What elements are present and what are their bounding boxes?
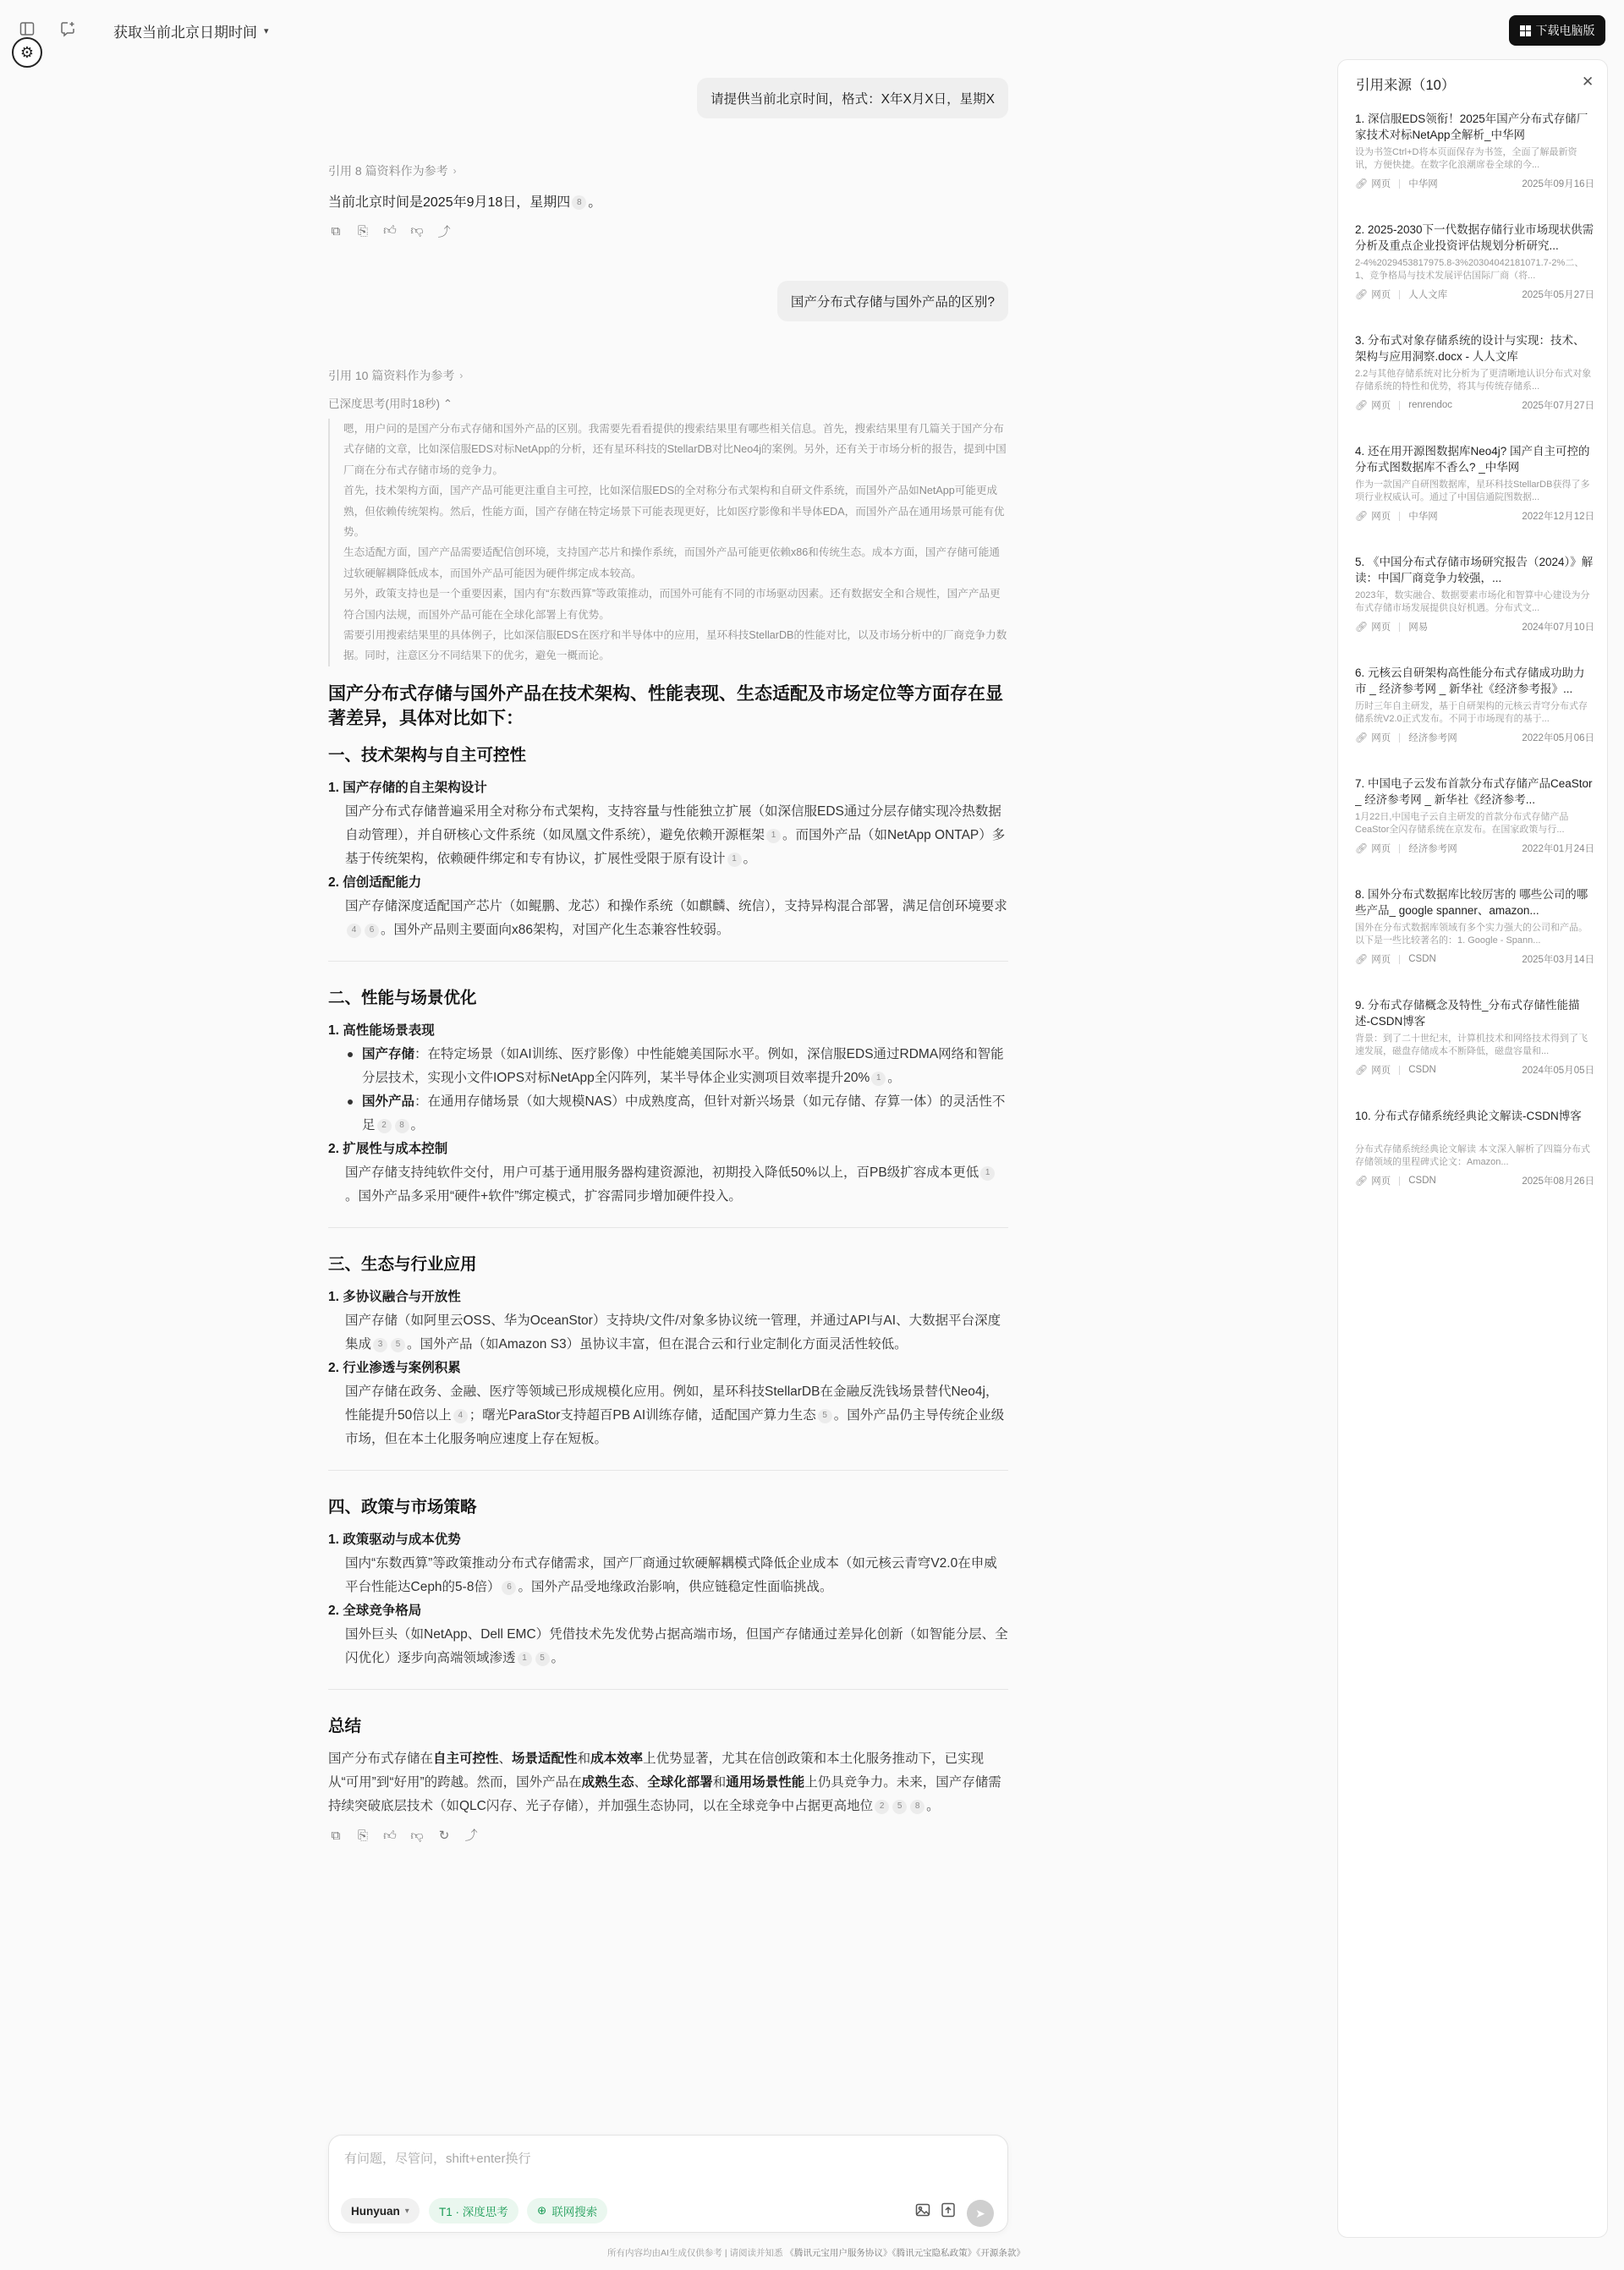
text: 国产分布式存储在 bbox=[328, 1752, 434, 1766]
link-icon: 🔗︎ bbox=[1355, 1064, 1369, 1076]
reference-count-text: 引用 10 篇资料作为参考 bbox=[328, 369, 455, 382]
user-message-2: 国产分布式存储与国外产品的区别? bbox=[777, 281, 1008, 321]
subsection-title: 1. 多协议融合与开放性 bbox=[328, 1290, 461, 1304]
summary-title: 总结 bbox=[328, 1717, 362, 1735]
source-snippet: 1月22日,中国电子云自主研发的首款分布式存储产品CeaStor全闪存储系统在京发布。在国家政策与行... bbox=[1355, 812, 1569, 835]
share-icon[interactable]: ⤴ bbox=[464, 1829, 478, 1843]
text: 。 bbox=[926, 1799, 940, 1813]
source-site: CSDN bbox=[1408, 1176, 1436, 1186]
source-date: 2022年01月24日 bbox=[1522, 844, 1594, 854]
text: 。国外产品则主要面向x86架构，对国产化生态兼容性较弱。 bbox=[381, 923, 730, 937]
copy-icon[interactable]: ⧉ bbox=[331, 223, 341, 239]
source-date: 2022年05月06日 bbox=[1522, 733, 1594, 743]
text: 上仍具竞争力。未来，国产存储需持续突破底层技术（如QLC闪存、光子存储），并加强生态协同，以在全球竞争中占据更高地位 bbox=[328, 1775, 1001, 1813]
text: 。国外产品受地缘政治影响，供应链稳定性面临挑战。 bbox=[518, 1580, 833, 1594]
meta-divider bbox=[1399, 401, 1400, 410]
thumbs-up-icon[interactable]: 👍︎ bbox=[383, 223, 397, 238]
deep-think-label: T1 · 深度思考 bbox=[439, 2206, 508, 2218]
link-icon: 🔗︎ bbox=[1355, 732, 1369, 743]
reference-count-1[interactable] bbox=[328, 162, 457, 179]
chevron-up-icon: ⌃ bbox=[442, 398, 453, 410]
text: 、 bbox=[634, 1775, 648, 1790]
deep-think-toggle[interactable] bbox=[429, 2198, 518, 2223]
source-type: 网页 bbox=[1371, 401, 1391, 411]
list-item bbox=[345, 1090, 1008, 1138]
source-snippet: 历时三年自主研发，基于自研架构的元核云青穹分布式存储系统V2.0正式发布。不同于市场现有的基于... bbox=[1355, 701, 1588, 724]
citation-badge[interactable]: 1 bbox=[766, 829, 781, 843]
section-title: 三、生态与行业应用 bbox=[328, 1255, 477, 1274]
subsection-title: 2. 扩展性与成本控制 bbox=[328, 1142, 448, 1156]
source-snippet: 2.2与其他存储系统对比分析为了更清晰地认识分布式对象存储系统的特性和优势，将其与传统存储系... bbox=[1355, 369, 1592, 392]
send-button[interactable] bbox=[967, 2200, 994, 2227]
text: 国内“东数西算”等政策推动分布式存储需求，国产厂商通过软硬解耦模式降低企业成本（如元核云青穹V2.0在申威平台性能达Ceph的5-8倍） bbox=[345, 1556, 997, 1594]
citation-badge[interactable]: 2 bbox=[875, 1800, 889, 1814]
answer-paragraph bbox=[328, 1552, 1008, 1599]
download-desktop-button[interactable] bbox=[1509, 15, 1605, 46]
source-item[interactable] bbox=[1355, 665, 1594, 744]
meta-divider bbox=[1399, 1066, 1400, 1075]
answer-text: 当前北京时间是2025年9月18日，星期四 bbox=[328, 195, 571, 210]
source-type: 网页 bbox=[1371, 290, 1391, 300]
web-search-label: 联网搜索 bbox=[551, 2206, 598, 2218]
link-icon: 🔗︎ bbox=[1355, 621, 1369, 633]
citation-badge[interactable]: 3 bbox=[373, 1338, 387, 1352]
chevron-down-icon: ▾ bbox=[264, 26, 269, 36]
meta-divider bbox=[1399, 1176, 1400, 1186]
citation-badge[interactable]: 8 bbox=[572, 195, 586, 210]
image-upload-icon[interactable] bbox=[914, 2201, 933, 2220]
reference-count-2[interactable] bbox=[328, 367, 463, 384]
footer-text: 所有内容均由AI生成仅供参考 | 请阅读并知悉 bbox=[607, 2248, 783, 2258]
windows-icon bbox=[1520, 25, 1531, 36]
link-icon: 🔗︎ bbox=[1355, 399, 1369, 411]
bold-text: 成本效率 bbox=[590, 1752, 644, 1766]
bullet-list bbox=[328, 1043, 1008, 1138]
source-date: 2022年12月12日 bbox=[1522, 512, 1594, 522]
thumbs-up-icon[interactable]: 👍︎ bbox=[383, 1829, 397, 1843]
source-title[interactable]: 8. 国外分布式数据库比较厉害的 哪些公司的哪些产品_ google spanner、amazon... bbox=[1355, 888, 1588, 917]
citation-badge[interactable]: 1 bbox=[980, 1166, 995, 1181]
source-item[interactable] bbox=[1355, 1108, 1594, 1187]
answer-paragraph bbox=[328, 895, 1008, 942]
thinking-status-toggle[interactable] bbox=[328, 394, 453, 411]
text: ：在特定场景（如AI训练、医疗影像）中性能媲美国际水平。例如，深信服EDS通过RDMA网络和智能分层技术，实现小文件IOPS对标NetApp全闪阵列，某半导体企业实测项目效率提升20% bbox=[362, 1047, 1004, 1085]
answer-paragraph bbox=[328, 1380, 1008, 1451]
source-site: 网易 bbox=[1408, 622, 1429, 633]
source-title[interactable]: 1. 深信服EDS领衔！2025年国产分布式存储厂家技术对标NetApp全解析_中华网 bbox=[1355, 112, 1588, 141]
summary-paragraph bbox=[328, 1747, 1008, 1818]
citation-badge[interactable]: 5 bbox=[818, 1409, 832, 1423]
thinking-paragraph: 嗯，用户问的是国产分布式存储和国外产品的区别。我需要先看看提供的搜索结果里有哪些相关信息。首先，搜索结果里有几篇关于国产分布式存储的文章，比如深信服EDS对标NetApp的分析，还有星环科技的StellarDB对比Neo4j的案例。另外，还有关于市场分析的报告，提到中国厂商在分布式存储市场的竞争力。 bbox=[343, 423, 1007, 476]
source-date: 2025年09月16日 bbox=[1522, 179, 1594, 189]
source-title[interactable]: 4. 还在用开源图数据库Neo4j? 国产自主可控的分布式图数据库不香么? _中华网 bbox=[1355, 445, 1590, 474]
model-selector[interactable] bbox=[341, 2198, 420, 2223]
meta-divider bbox=[1399, 179, 1400, 189]
source-item[interactable] bbox=[1355, 886, 1594, 966]
citation-badge[interactable]: 1 bbox=[727, 853, 742, 867]
source-item[interactable] bbox=[1355, 332, 1594, 412]
citation-badge[interactable]: 6 bbox=[365, 924, 379, 938]
source-title[interactable]: 7. 中国电子云发布首款分布式存储产品CeaStor _ 经济参考网 _ 新华社《经济参考... bbox=[1355, 777, 1593, 806]
text: 。国外产品（如Amazon S3）虽协议丰富，但在混合云和行业定制化方面灵活性较低。 bbox=[407, 1337, 908, 1352]
footer-disclaimer bbox=[607, 2246, 1025, 2259]
text: ：在通用存储场景（如大规模NAS）中成熟度高，但针对新兴场景（如元存储、存算一体）的灵活性不足 bbox=[362, 1094, 1006, 1132]
source-item[interactable] bbox=[1355, 222, 1594, 301]
reference-count-text: 引用 8 篇资料作为参考 bbox=[328, 164, 448, 178]
answer-paragraph bbox=[328, 1161, 1008, 1209]
source-snippet: 设为书签Ctrl+D将本页面保存为书签，全面了解最新资讯，方便快捷。在数字化浪潮席卷全球的今... bbox=[1355, 147, 1577, 170]
source-item[interactable] bbox=[1355, 111, 1594, 190]
footer-links[interactable]: 《腾讯元宝用户服务协议》《腾讯元宝隐私政策》《开源条款》 bbox=[785, 2248, 1025, 2258]
chevron-right-icon: › bbox=[453, 165, 457, 177]
text: 、 bbox=[498, 1752, 513, 1766]
section-title: 一、技术架构与自主可控性 bbox=[328, 746, 527, 765]
text: 。 bbox=[410, 1118, 425, 1132]
thinking-paragraph: 生态适配方面，国产产品需要适配信创环境，支持国产芯片和操作系统，而国外产品可能更依赖x86和传统生态。成本方面，国产存储可能通过软硬解耦降低成本，而国外产品可能因为硬件绑定成本较高。 bbox=[343, 546, 1000, 579]
top-bar-left bbox=[17, 19, 78, 39]
user-message-1: 请提供当前北京时间，格式：X年X月X日，星期X bbox=[697, 78, 1008, 118]
text: 和 bbox=[712, 1775, 727, 1790]
message-actions-2 bbox=[328, 1829, 1008, 1862]
bold-text: 成熟生态 bbox=[581, 1775, 634, 1790]
file-upload-icon[interactable] bbox=[940, 2201, 958, 2220]
source-meta bbox=[1355, 509, 1594, 523]
text: 国产存储在政务、金融、医疗等领域已形成规模化应用。例如，星环科技StellarDB在金融反洗钱场景替代Neo4j，性能提升50倍以上 bbox=[345, 1384, 999, 1423]
source-date: 2024年07月10日 bbox=[1522, 622, 1594, 633]
sources-title: 引用来源（10） bbox=[1356, 78, 1456, 93]
source-meta bbox=[1355, 177, 1594, 190]
source-item[interactable] bbox=[1355, 997, 1594, 1077]
source-title[interactable]: 10. 分布式存储系统经典论文解读-CSDN博客 bbox=[1355, 1110, 1582, 1122]
text: 。 bbox=[551, 1651, 565, 1665]
source-snippet: 作为一款国产自研图数据库，星环科技StellarDB获得了多项行业权威认可。通过了中国信通院图数据... bbox=[1355, 480, 1590, 502]
subsection-title: 1. 国产存储的自主架构设计 bbox=[328, 781, 487, 795]
source-title[interactable]: 2. 2025-2030下一代数据存储行业市场现状供需分析及重点企业投资评估规划分析研究... bbox=[1355, 223, 1594, 252]
download-desktop-label: 下载电脑版 bbox=[1535, 24, 1595, 37]
section-title: 二、性能与场景优化 bbox=[328, 989, 477, 1007]
chat-input-placeholder[interactable]: 有问题，尽管问，shift+enter换行 bbox=[344, 2152, 531, 2166]
top-bar bbox=[0, 0, 1624, 59]
citation-badge[interactable]: 5 bbox=[391, 1338, 405, 1352]
subsection-title: 2. 全球竞争格局 bbox=[328, 1604, 422, 1618]
source-snippet: 2-4%2029453817975.8-3%20304042181071.7-2%二、1、竞争格局与技术发展评估国际厂商（将... bbox=[1355, 258, 1584, 281]
source-site: 经济参考网 bbox=[1408, 844, 1457, 854]
link-icon: 🔗︎ bbox=[1355, 510, 1369, 522]
source-site: CSDN bbox=[1408, 954, 1436, 964]
new-chat-icon[interactable] bbox=[58, 19, 78, 39]
source-meta bbox=[1355, 731, 1594, 744]
citation-badge[interactable]: 4 bbox=[347, 924, 361, 938]
chevron-down-icon: ▾ bbox=[404, 2206, 409, 2216]
source-title[interactable]: 9. 分布式存储概念及特性_分布式存储性能描述-CSDN博客 bbox=[1355, 999, 1580, 1028]
send-arrow-icon: ➤ bbox=[975, 2206, 985, 2220]
source-site: CSDN bbox=[1408, 1065, 1436, 1075]
source-item[interactable] bbox=[1355, 554, 1594, 633]
source-meta bbox=[1355, 1063, 1594, 1077]
source-type: 网页 bbox=[1371, 733, 1391, 743]
answer-text: 。 bbox=[588, 195, 602, 210]
text: 。而国外产品（如NetApp ONTAP）多基于传统架构，依赖硬件绑定和专有协议，扩展性受限于原有设计 bbox=[345, 828, 1006, 866]
subsection-title: 1. 政策驱动与成本优势 bbox=[328, 1533, 461, 1547]
source-date: 2024年05月05日 bbox=[1522, 1066, 1594, 1076]
link-icon: 🔗︎ bbox=[1355, 842, 1369, 854]
bold-text: 全球化部署 bbox=[647, 1775, 713, 1790]
source-site: renrendoc bbox=[1408, 400, 1453, 410]
source-title[interactable]: 5. 《中国分布式存储市场研究报告（2024）》解读：中国厂商竞争力较强，... bbox=[1355, 556, 1594, 584]
citation-badge[interactable]: 5 bbox=[535, 1652, 550, 1666]
source-snippet: 背景：到了二十世纪末，计算机技术和网络技术得到了飞速发展，磁盘存储成本不断降低，磁盘容量和... bbox=[1355, 1034, 1588, 1056]
settings-gear-icon[interactable]: ⚙ bbox=[12, 37, 42, 68]
section-divider bbox=[328, 1689, 1008, 1690]
source-site: 中华网 bbox=[1408, 179, 1438, 189]
sources-panel bbox=[1337, 59, 1608, 2238]
text: 上优势显著，尤其在信创政策和本土化服务推动下，已实现从“可用”到“好用”的跨越。然而，国外产品在 bbox=[328, 1752, 985, 1790]
model-name: Hunyuan bbox=[351, 2204, 400, 2218]
source-type: 网页 bbox=[1371, 622, 1391, 633]
section-divider bbox=[328, 1227, 1008, 1228]
source-date: 2025年08月26日 bbox=[1522, 1176, 1594, 1187]
source-snippet: 分布式存储系统经典论文解读 本文深入解析了四篇分布式存储领域的里程碑式论文：Amazon... bbox=[1355, 1144, 1591, 1167]
answer-paragraph bbox=[328, 800, 1008, 871]
source-date: 2025年07月27日 bbox=[1522, 401, 1594, 411]
text: 国外巨头（如NetApp、Dell EMC）凭借技术先发优势占据高端市场，但国产存储通过差异化创新（如智能分层、全闪优化）逐步向高端领域渗透 bbox=[345, 1627, 1008, 1665]
citation-badge[interactable]: 6 bbox=[502, 1581, 516, 1595]
share-icon[interactable]: ⤴ bbox=[437, 224, 451, 239]
conversation-title-text: 获取当前北京日期时间 bbox=[113, 25, 257, 41]
text: 国产存储深度适配国产芯片（如鲲鹏、龙芯）和操作系统（如麒麟、统信），支持异构混合部署，满足信创环境要求 bbox=[345, 899, 1007, 913]
source-date: 2025年03月14日 bbox=[1522, 955, 1594, 965]
text: 。国外产品多采用“硬件+软件”绑定模式，扩容需同步增加硬件投入。 bbox=[345, 1189, 742, 1204]
citation-badge[interactable]: 1 bbox=[518, 1652, 532, 1666]
source-date: 2025年05月27日 bbox=[1522, 290, 1594, 300]
globe-icon: ⊕ bbox=[537, 2204, 547, 2217]
citation-badge[interactable]: 8 bbox=[395, 1119, 409, 1133]
answer-paragraph bbox=[328, 1623, 1008, 1670]
section-divider bbox=[328, 961, 1008, 962]
link-icon: 🔗︎ bbox=[1355, 1175, 1369, 1187]
web-search-toggle[interactable] bbox=[527, 2198, 607, 2223]
meta-divider bbox=[1399, 733, 1400, 743]
citation-badge[interactable]: 1 bbox=[871, 1072, 886, 1086]
source-meta bbox=[1355, 952, 1594, 966]
link-icon: 🔗︎ bbox=[1355, 953, 1369, 965]
copy-icon[interactable]: ⧉ bbox=[331, 1829, 341, 1843]
source-meta bbox=[1355, 288, 1594, 301]
regenerate-icon[interactable]: ↻ bbox=[438, 1829, 450, 1843]
answer-heading: 国产分布式存储与国外产品在技术架构、性能表现、生态适配及市场定位等方面存在显著差异，具体对比如下： bbox=[328, 684, 1003, 728]
source-type: 网页 bbox=[1371, 179, 1391, 189]
conversation-title[interactable] bbox=[113, 20, 269, 41]
assistant-answer-2 bbox=[328, 682, 1008, 1862]
source-type: 网页 bbox=[1371, 1066, 1391, 1076]
link-icon: 🔗︎ bbox=[1355, 178, 1369, 189]
thinking-content bbox=[328, 419, 1008, 666]
meta-divider bbox=[1399, 955, 1400, 964]
text: 。国外产品仍主导传统企业级市场，但在本土化服务响应速度上存在短板。 bbox=[345, 1408, 1005, 1446]
source-meta bbox=[1355, 842, 1594, 855]
text: 国产分布式存储普遍采用全对称分布式架构，支持容量与性能独立扩展（如深信服EDS通过分层存储实现冷热数据自动管理），并自研核心文件系统（如凤凰文件系统），避免依赖开源框架 bbox=[345, 804, 1001, 842]
thinking-status-text: 已深度思考(用时18秒) bbox=[328, 398, 441, 410]
citation-badge[interactable]: 2 bbox=[377, 1119, 392, 1133]
thinking-paragraph: 另外，政策支持也是一个重要因素，国内有“东数西算”等政策推动，而国外可能有不同的市场驱动因素。还有数据安全和合规性，国产产品更符合国内法规，而国外产品可能在全球化部署上有优势。 bbox=[343, 588, 1001, 621]
thinking-paragraph: 首先，技术架构方面，国产产品可能更注重自主可控，比如深信服EDS的全对称分布式架构和自研文件系统，而国外产品如NetApp可能更成熟，但依赖传统架构。然后，性能方面，国产存储在特定场景下可能表现更好，比如医疗影像和半导体EDA，而国外产品在通用场景可能有优势。 bbox=[343, 485, 1005, 539]
subsection-title: 1. 高性能场景表现 bbox=[328, 1023, 435, 1038]
source-item[interactable] bbox=[1355, 776, 1594, 855]
text: ；曙光ParaStor支持超百PB AI训练存储，适配国产算力生态 bbox=[469, 1408, 816, 1423]
citation-badge[interactable]: 8 bbox=[910, 1800, 924, 1814]
text: 和 bbox=[577, 1752, 591, 1766]
citation-badge[interactable]: 4 bbox=[453, 1409, 468, 1423]
source-snippet: 国外在分布式数据库领域有多个实力强大的公司和产品。以下是一些比较著名的：1. Google - Spann... bbox=[1355, 923, 1588, 946]
answer-paragraph bbox=[328, 1309, 1008, 1357]
bookmark-icon[interactable]: ⎘ bbox=[357, 223, 368, 239]
bold-label: 国外产品 bbox=[362, 1094, 415, 1109]
thumbs-down-icon[interactable]: 👎︎ bbox=[410, 1829, 424, 1843]
text: 国产存储（如阿里云OSS、华为OceanStor）支持块/文件/对象多协议统一管理，并通过API与AI、大数据平台深度集成 bbox=[345, 1313, 1001, 1352]
bold-text: 自主可控性 bbox=[433, 1752, 499, 1766]
source-type: 网页 bbox=[1371, 844, 1391, 854]
source-site: 经济参考网 bbox=[1408, 733, 1457, 743]
meta-divider bbox=[1399, 844, 1400, 853]
sidebar-toggle-icon[interactable] bbox=[17, 19, 37, 39]
source-meta bbox=[1355, 1174, 1594, 1187]
message-actions-1 bbox=[328, 223, 452, 239]
section-divider bbox=[328, 1470, 1008, 1471]
source-site: 人人文库 bbox=[1408, 290, 1448, 300]
link-icon: 🔗︎ bbox=[1355, 288, 1369, 300]
close-icon[interactable]: ✕ bbox=[1582, 74, 1594, 90]
source-meta bbox=[1355, 620, 1594, 633]
source-site: 中华网 bbox=[1408, 512, 1438, 522]
text: 。 bbox=[887, 1071, 901, 1085]
bold-text: 通用场景性能 bbox=[726, 1775, 805, 1790]
meta-divider bbox=[1399, 622, 1400, 632]
source-meta bbox=[1355, 398, 1594, 412]
source-type: 网页 bbox=[1371, 955, 1391, 965]
source-type: 网页 bbox=[1371, 1176, 1391, 1187]
chat-input-box[interactable] bbox=[328, 2135, 1008, 2233]
text: 国产存储支持纯软件交付，用户可基于通用服务器构建资源池，初期投入降低50%以上，百PB级扩容成本更低 bbox=[345, 1165, 979, 1180]
bold-label: 国产存储 bbox=[362, 1047, 415, 1061]
chevron-right-icon: › bbox=[459, 370, 464, 381]
source-title[interactable]: 6. 元核云自研架构高性能分布式存储成功助力市 _ 经济参考网 _ 新华社《经济参考报》... bbox=[1355, 666, 1585, 695]
source-snippet: 2023年，数实融合、数据要素市场化和智算中心建设为分布式存储市场发展提供良好机遇。分布式文... bbox=[1355, 590, 1590, 613]
meta-divider bbox=[1399, 290, 1400, 299]
citation-badge[interactable]: 5 bbox=[892, 1800, 907, 1814]
meta-divider bbox=[1399, 512, 1400, 521]
subsection-title: 2. 行业渗透与案例积累 bbox=[328, 1361, 461, 1375]
source-title[interactable]: 3. 分布式对象存储系统的设计与实现：技术、架构与应用洞察.docx - 人人文库 bbox=[1355, 334, 1585, 363]
section-title: 四、政策与市场策略 bbox=[328, 1498, 477, 1516]
bookmark-icon[interactable]: ⎘ bbox=[357, 1829, 368, 1843]
text: 。 bbox=[743, 852, 757, 866]
list-item bbox=[345, 1043, 1008, 1090]
source-type: 网页 bbox=[1371, 512, 1391, 522]
thumbs-down-icon[interactable]: 👎︎ bbox=[410, 223, 424, 238]
source-item[interactable] bbox=[1355, 443, 1594, 523]
assistant-answer-1 bbox=[328, 191, 601, 211]
message-actions-row bbox=[328, 1829, 479, 1844]
thinking-paragraph: 需要引用搜索结果里的具体例子，比如深信服EDS在医疗和半导体中的应用，星环科技StellarDB的性能对比，以及市场分析中的厂商竞争力数据。同时，注意区分不同结果下的优劣，避免一概而论。 bbox=[343, 629, 1007, 662]
bold-text: 场景适配性 bbox=[512, 1752, 578, 1766]
subsection-title: 2. 信创适配能力 bbox=[328, 875, 422, 890]
